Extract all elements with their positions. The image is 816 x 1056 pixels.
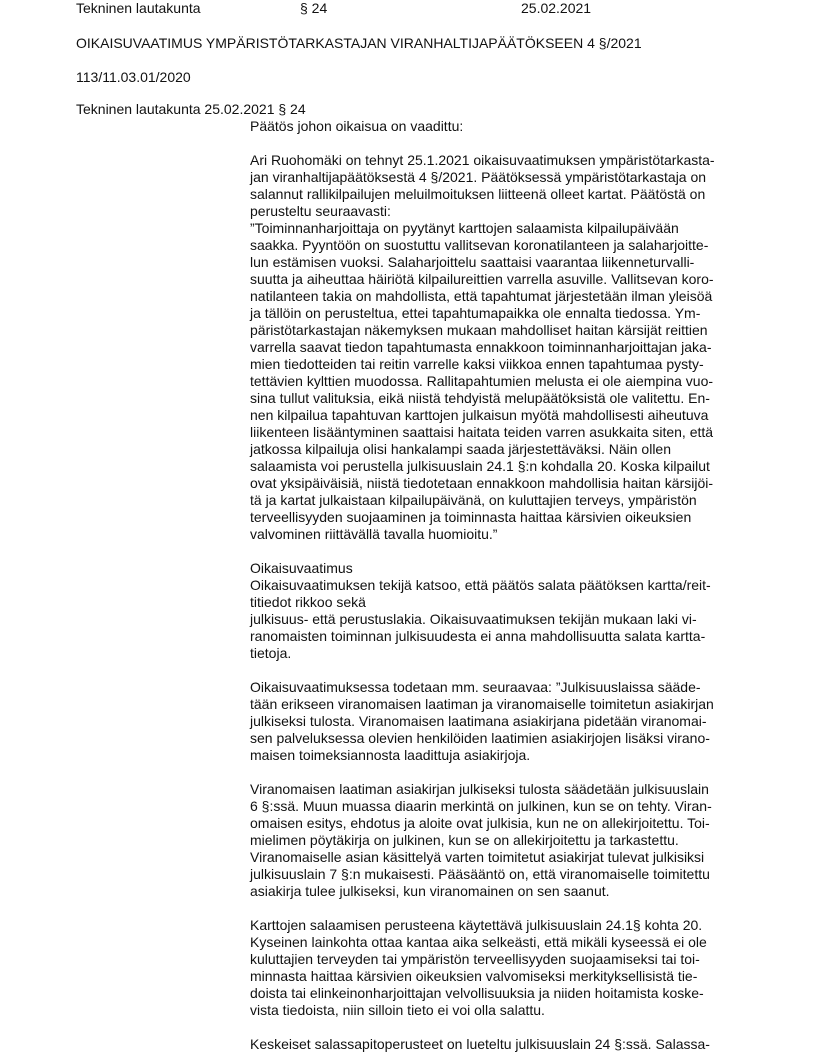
text-line: tietoja. (250, 645, 292, 661)
paragraph (250, 679, 770, 764)
text-line: liikenteen lisääntyminen saattaisi haitata teiden varren asukkaita siten, että (250, 424, 714, 440)
text-line: asiakirja tulee julkiseksi, kun viranomainen on sen saanut. (250, 883, 610, 899)
text-line: suutta ja aiheuttaa häiriötä kilpailureittien varrella asuville. Vallitsevan koro- (250, 271, 714, 287)
text-line: Viranomaiselle asian käsittelyä varten toimitetut asiakirjat tulevat julkisiksi (250, 849, 705, 865)
text-line: nen kilpailua tapahtuvan karttojen julkaisun myötä mahdollisesti aiheutuva (250, 407, 709, 423)
paragraph (250, 1036, 770, 1053)
text-line: saakka. Pyyntöön on suostuttu vallitsevan koronatilanteen ja salaharjoitte- (250, 237, 709, 253)
diary-number: 113/11.03.01/2020 (76, 69, 191, 85)
text-line: ja tällöin on perusteltua, ettei tapahtumapaikka ole ennalta tiedossa. Ym- (250, 305, 701, 321)
text-line: jatkossa kilpailuja olisi hankalampi saada järjestettäväksi. Näin ollen (250, 441, 671, 457)
paragraph (250, 781, 770, 900)
paragraph (250, 118, 770, 135)
text-line: sen palveluksessa olevien henkilöiden laatimien asiakirjojen lisäksi virano- (250, 730, 710, 746)
paragraph-gap (250, 662, 770, 679)
text-line: salaamista voi perustella julkisuuslain 24.1 §:n kohdalla 20. Koska kilpailut (250, 458, 710, 474)
text-line: lun estämisen vuoksi. Salaharjoittelu saattaisi vaarantaa liikenneturvalli- (250, 254, 695, 270)
text-line: maisen toimeksiannosta laadittuja asiakirjoja. (250, 747, 531, 763)
text-line: mien tiedotteiden tai reitin varrelle kaksi viikkoa ennen tapahtumaa pysty- (250, 356, 704, 372)
text-line: Oikaisuvaatimuksessa todetaan mm. seuraavaa: ”Julkisuuslaissa sääde- (250, 679, 701, 695)
text-line: Karttojen salaamisen perusteena käytettävä julkisuuslain 24.1§ kohta 20. (250, 917, 703, 933)
document-title: OIKAISUVAATIMUS YMPÄRISTÖTARKASTAJAN VIRANHALTIJAPÄÄTÖKSEEN 4 §/2021 (76, 35, 642, 51)
header-committee: Tekninen lautakunta (76, 0, 201, 16)
text-line: julkiseksi tulosta. Viranomaisen laatimana asiakirjana pidetään viranomai- (250, 713, 707, 729)
text-line: Oikaisuvaatimuksen tekijä katsoo, että päätös salata päätöksen kartta/reit- (250, 577, 711, 593)
text-line: sina tullut valituksia, eikä niistä tehdyistä melupäätöksistä ole valitettu. En- (250, 390, 710, 406)
text-line: kuluttajien terveyden tai ympäristön terveellisyyden suojaamiseksi tai toi- (250, 951, 700, 967)
paragraph (250, 917, 770, 1019)
text-line: ranomaisten toiminnan julkisuudesta ei anna mahdollisuutta salata kartta- (250, 628, 706, 644)
text-line: omaisen esitys, ehdotus ja aloite ovat julkisia, kun ne on allekirjoitettu. Toi- (250, 815, 710, 831)
paragraph-gap (250, 135, 770, 152)
paragraph-gap (250, 764, 770, 781)
paragraph-gap (250, 543, 770, 560)
paragraph (250, 152, 770, 543)
text-line: valvominen riittävällä tavalla huomioitu.” (250, 526, 498, 542)
text-line: julkisuus- että perustuslakia. Oikaisuvaatimuksen tekijän mukaan laki vi- (250, 611, 697, 627)
header-date: 25.02.2021 (521, 0, 592, 16)
text-line: tään erikseen viranomaisen laatiman ja viranomaiselle toimitetun asiakirjan (250, 696, 714, 712)
text-line: Keskeiset salassapitoperusteet on lueteltu julkisuuslain 24 §:ssä. Salassa- (250, 1036, 710, 1052)
text-line: Viranomaisen laatiman asiakirjan julkiseksi tulosta säädetään julkisuuslain (250, 781, 709, 797)
text-line: vista tiedoista, niin silloin tieto ei voi olla salattu. (250, 1002, 545, 1018)
text-line: Oikaisuvaatimus (250, 560, 353, 576)
header-section: § 24 (300, 0, 328, 16)
text-line: ovat yksipäiväisiä, niistä tiedotetaan ennakkoon mahdollisia haitan kärsijöi- (250, 475, 714, 491)
paragraph-gap (250, 1019, 770, 1036)
text-line: mielimen pöytäkirja on julkinen, kun se on allekirjoitettu ja tarkastettu. (250, 832, 679, 848)
text-line: Päätös johon oikaisua on vaadittu: (250, 118, 464, 134)
text-line: 6 §:ssä. Muun muassa diaarin merkintä on julkinen, kun se on tehty. Viran- (250, 798, 712, 814)
text-line: tä ja kartat julkaistaan kilpailupäivänä, on kuluttajien terveys, ympäristön (250, 492, 697, 508)
text-line: doista tai elinkeinonharjoittajan velvollisuuksia ja niiden hoitamista koske- (250, 985, 704, 1001)
text-line: perusteltu seuraavasti: (250, 203, 391, 219)
text-line: tettävien kylttien muodossa. Rallitapahtumien melusta ei ole aiempina vuo- (250, 373, 714, 389)
body-text (250, 118, 770, 1053)
text-line: päristötarkastajan näkemyksen mukaan mahdolliset haitan kärsijät reittien (250, 322, 708, 338)
text-line: minnasta haittaa kärsivien oikeuksien valvomiseksi merkityksellisistä tie- (250, 968, 698, 984)
text-line: titiedot rikkoo sekä (250, 594, 366, 610)
text-line: Ari Ruohomäki on tehnyt 25.1.2021 oikaisuvaatimuksen ympäristötarkasta- (250, 152, 715, 168)
text-line: jan viranhaltijapäätöksestä 4 §/2021. Päätöksessä ympäristötarkastaja on (250, 169, 707, 185)
text-line: salannut rallikilpailujen meluilmoituksen liitteenä olleet kartat. Päätöstä on (250, 186, 706, 202)
paragraph-gap (250, 900, 770, 917)
text-line: ”Toiminnanharjoittaja on pyytänyt karttojen salaamista kilpailupäivään (250, 220, 679, 236)
text-line: varrella saavat tiedon tapahtumasta ennakkoon toiminnanharjoittajan jaka- (250, 339, 712, 355)
text-line: julkisuuslain 7 §:n mukaisesti. Pääsääntö on, että viranomaiselle toimitettu (250, 866, 710, 882)
text-line: natilanteen takia on mahdollista, että tapahtumat järjestetään ilman yleisöä (250, 288, 713, 304)
paragraph (250, 560, 770, 662)
meeting-reference: Tekninen lautakunta 25.02.2021 § 24 (76, 101, 306, 117)
text-line: terveellisyyden suojaaminen ja toiminnasta haittaa kärsivien oikeuksien (250, 509, 692, 525)
text-line: Kyseinen lainkohta ottaa kantaa aika selkeästi, että mikäli kyseessä ei ole (250, 934, 707, 950)
